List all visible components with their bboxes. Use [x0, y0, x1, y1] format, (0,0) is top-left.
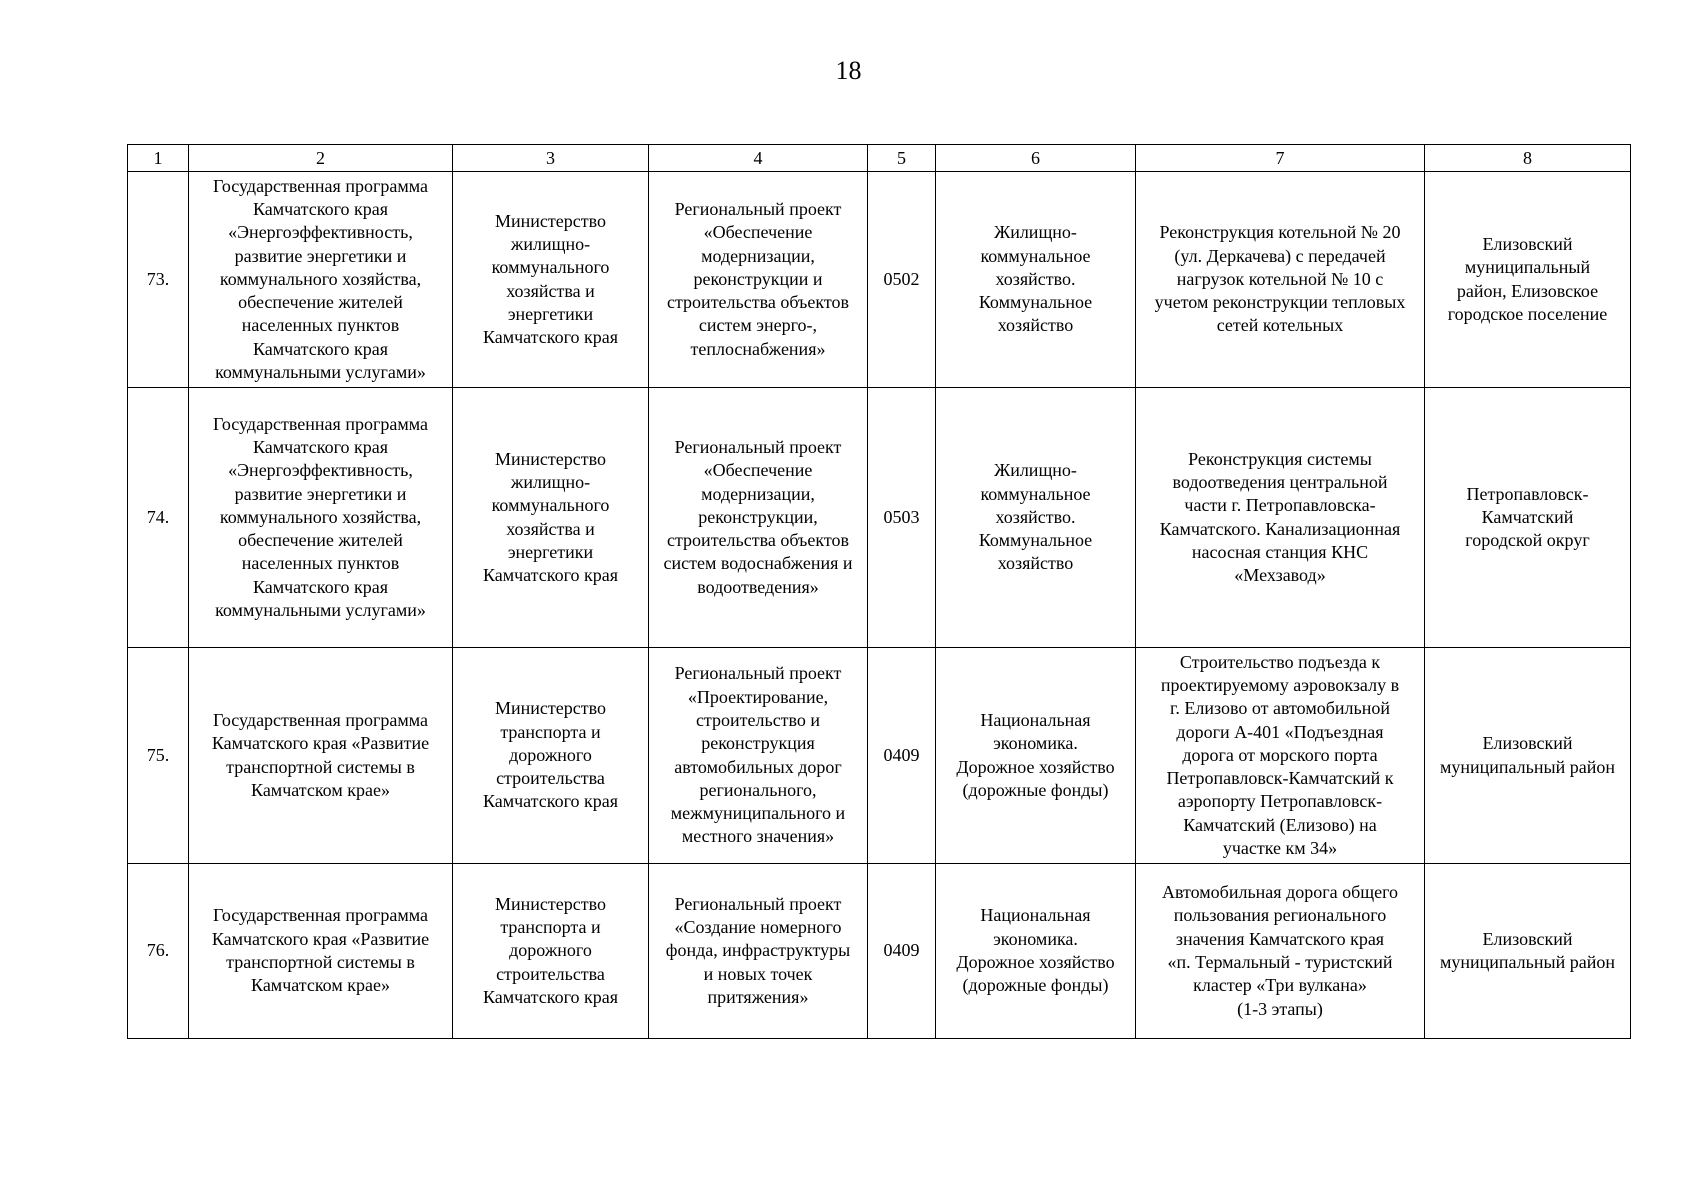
- page-number: 18: [835, 56, 862, 85]
- section-cell: Жилищно- коммунальное хозяйство. Коммунальное хозяйство: [936, 172, 1136, 388]
- column-number-8: 8: [1425, 145, 1631, 172]
- column-number-1: 1: [128, 145, 189, 172]
- section-cell: Жилищно- коммунальное хозяйство. Коммунальное хозяйство: [936, 388, 1136, 648]
- project-cell: Региональный проект «Обеспечение модернизации, реконструкции, строительства объектов систем водоснабжения и водоотведения»: [649, 388, 868, 648]
- project-cell: Региональный проект «Создание номерного фонда, инфраструктуры и новых точек притяжения»: [649, 864, 868, 1039]
- location-cell: Елизовский муниципальный район, Елизовское городское поселение: [1425, 172, 1631, 388]
- row-number: 75.: [128, 648, 189, 864]
- column-number-2: 2: [189, 145, 453, 172]
- program-cell: Государственная программа Камчатского края «Развитие транспортной системы в Камчатском крае»: [189, 648, 453, 864]
- program-cell: Государственная программа Камчатского края «Энергоэффективность, развитие энергетики и коммунального хозяйства, обеспечение жителей населенных пунктов Камчатского края коммунальными услугами»: [189, 388, 453, 648]
- code-cell: 0409: [868, 648, 936, 864]
- ministry-cell: Министерство жилищно- коммунального хозяйства и энергетики Камчатского края: [453, 172, 649, 388]
- object-cell: Строительство подъезда к проектируемому аэровокзалу в г. Елизово от автомобильной дороги А-401 «Подъездная дорога от морского порта Петропавловск-Камчатский к аэропорту Петропавловск- Камчатский (Елизово) на участке км 34»: [1136, 648, 1425, 864]
- program-cell: Государственная программа Камчатского края «Развитие транспортной системы в Камчатском крае»: [189, 864, 453, 1039]
- row-number: 74.: [128, 388, 189, 648]
- location-cell: Елизовский муниципальный район: [1425, 648, 1631, 864]
- program-cell: Государственная программа Камчатского края «Энергоэффективность, развитие энергетики и коммунального хозяйства, обеспечение жителей населенных пунктов Камчатского края коммунальными услугами»: [189, 172, 453, 388]
- ministry-cell: Министерство жилищно- коммунального хозяйства и энергетики Камчатского края: [453, 388, 649, 648]
- project-cell: Региональный проект «Проектирование, строительство и реконструкция автомобильных дорог регионального, межмуниципального и местного значения»: [649, 648, 868, 864]
- table-row: [128, 172, 1631, 388]
- project-cell: Региональный проект «Обеспечение модернизации, реконструкции и строительства объектов систем энерго-, теплоснабжения»: [649, 172, 868, 388]
- column-number-3: 3: [453, 145, 649, 172]
- code-cell: 0409: [868, 864, 936, 1039]
- ministry-cell: Министерство транспорта и дорожного строительства Камчатского края: [453, 864, 649, 1039]
- location-cell: Петропавловск- Камчатский городской округ: [1425, 388, 1631, 648]
- table-row: [128, 864, 1631, 1039]
- column-number-4: 4: [649, 145, 868, 172]
- object-cell: Автомобильная дорога общего пользования регионального значения Камчатского края «п. Термальный - туристский кластер «Три вулкана» (1-3 этапы): [1136, 864, 1425, 1039]
- code-cell: 0502: [868, 172, 936, 388]
- object-cell: Реконструкция системы водоотведения центральной части г. Петропавловска- Камчатского. Канализационная насосная станция КНС «Мехзавод»: [1136, 388, 1425, 648]
- table-row: [128, 388, 1631, 648]
- row-number: 73.: [128, 172, 189, 388]
- column-number-5: 5: [868, 145, 936, 172]
- location-cell: Елизовский муниципальный район: [1425, 864, 1631, 1039]
- projects-table: [127, 144, 1631, 1039]
- row-number: 76.: [128, 864, 189, 1039]
- column-number-6: 6: [936, 145, 1136, 172]
- section-cell: Национальная экономика. Дорожное хозяйство (дорожные фонды): [936, 648, 1136, 864]
- code-cell: 0503: [868, 388, 936, 648]
- column-number-7: 7: [1136, 145, 1425, 172]
- object-cell: Реконструкция котельной № 20 (ул. Деркачева) с передачей нагрузок котельной № 10 с учетом реконструкции тепловых сетей котельных: [1136, 172, 1425, 388]
- section-cell: Национальная экономика. Дорожное хозяйство (дорожные фонды): [936, 864, 1136, 1039]
- ministry-cell: Министерство транспорта и дорожного строительства Камчатского края: [453, 648, 649, 864]
- table-row: [128, 648, 1631, 864]
- table-header-row: [128, 145, 1631, 172]
